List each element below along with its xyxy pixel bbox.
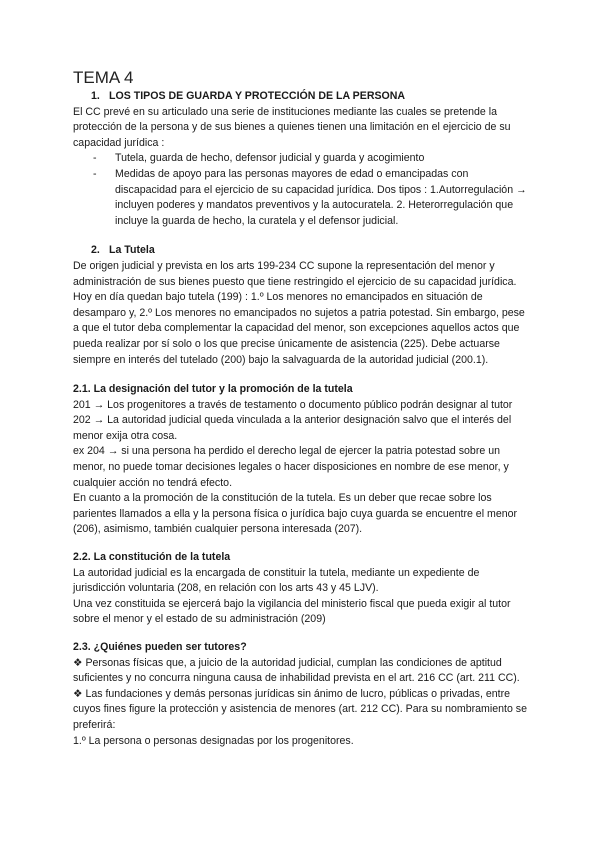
section-2-1-heading: 2.1. La designación del tutor y la promoción de la tutela (73, 383, 353, 396)
section-2-3-bullet: ❖ Las fundaciones y demás personas jurídicas sin ánimo de lucro, públicas o privadas, entre cuyos fines figure la protección y asistencia de menores (art. 212 CC). Para su nombramiento se preferirá: (73, 687, 527, 731)
section-1-heading-text: LOS TIPOS DE GUARDA Y PROTECCIÓN DE LA PERSONA (109, 90, 406, 102)
section-2-1-paragraph: 202 → La autoridad judicial queda vinculada a la anterior designación salvo que el interés del menor exija otra cosa. (73, 414, 512, 442)
section-1-number: 1. (91, 90, 100, 102)
section-2-3-bullet: ❖ Personas físicas que, a juicio de la autoridad judicial, cumplan las condiciones de aptitud suficientes y no concurra ninguna causa de inhabilidad prevista en el art. 216 CC (art. 211 CC). (73, 656, 520, 685)
section-2-2-paragraph: La autoridad judicial es la encargada de constituir la tutela, mediante un expediente de jurisdicción voluntaria (208, en relación con los arts 43 y 45 LJV). (73, 566, 480, 595)
section-2-body: De origen judicial y prevista en los arts 199-234 CC supone la representación del menor y administración de sus bienes puesto que tiene restringido el ejercicio de su capacidad jurídica. Hoy en día quedan bajo tutela (199) : 1.º Los menores no emancipados en situación de desamparo y, 2.º Los menores no emancipados no sujetos a patria potestad. Sin embargo, pese a que el tutor deba complementar la capacidad del menor, son excepciones aquellos actos que pueda realizar por sí solo o los que precise únicamente de asistencia (225). Debe actuarse siempre en interés del tutelado (200) bajo la salvaguarda de la autoridad judicial (200.1). (73, 259, 525, 366)
section-2-2-heading: 2.2. La constitución de la tutela (73, 551, 231, 564)
list-item: - Medidas de apoyo para las personas mayores de edad o emancipadas con discapacidad para el ejercicio de su capacidad jurídica. Dos tipos : 1.Autorregulación → incluyen poderes y mandatos preventivos y la autocuratela. 2. Heterorregulación que incluye la guarda de hecho, la curatela y el defensor judicial. (91, 167, 530, 229)
section-1-list (73, 151, 530, 229)
section-2-3-heading: 2.3. ¿Quiénes pueden ser tutores? (73, 641, 247, 653)
section-2-2-paragraph: Una vez constituida se ejercerá bajo la vigilancia del ministerio fiscal que pueda exigir al tutor sobre el menor y el estado de su administración (209) (73, 597, 511, 626)
section-2-3-paragraph: 1.º La persona o personas designadas por los progenitores. (73, 734, 354, 747)
section-2-heading (73, 243, 530, 259)
document-title: TEMA 4 (73, 68, 134, 87)
section-1-heading (73, 89, 530, 105)
section-2-1-paragraph: 201 → Los progenitores a través de testamento o documento público podrán designar al tutor (73, 398, 513, 411)
section-2-number: 2. (91, 244, 100, 257)
section-2-heading-text: La Tutela (109, 244, 155, 257)
section-1-intro: El CC prevé en su articulado una serie de instituciones mediante las cuales se pretende la protección de la persona y de sus bienes a quienes tienen una limitación en el ejercicio de su capacidad jurídica : (73, 105, 511, 149)
section-2-1-paragraph: En cuanto a la promoción de la constitución de la tutela. Es un deber que recae sobre los parientes llamados a ella y la persona física o jurídica bajo cuya guarda se encuentre el menor (206), asimismo, también cualquier persona interesada (207). (73, 492, 518, 536)
section-2-1-paragraph: ex 204 → si una persona ha perdido el derecho legal de ejercer la patria potestad sobre un menor, no puede tomar decisiones legales o hacer disposiciones en nombre de ese menor, y cualquier acción no tendrá efecto. (73, 445, 509, 489)
list-item: - Tutela, guarda de hecho, defensor judicial y guarda y acogimiento (91, 151, 530, 167)
